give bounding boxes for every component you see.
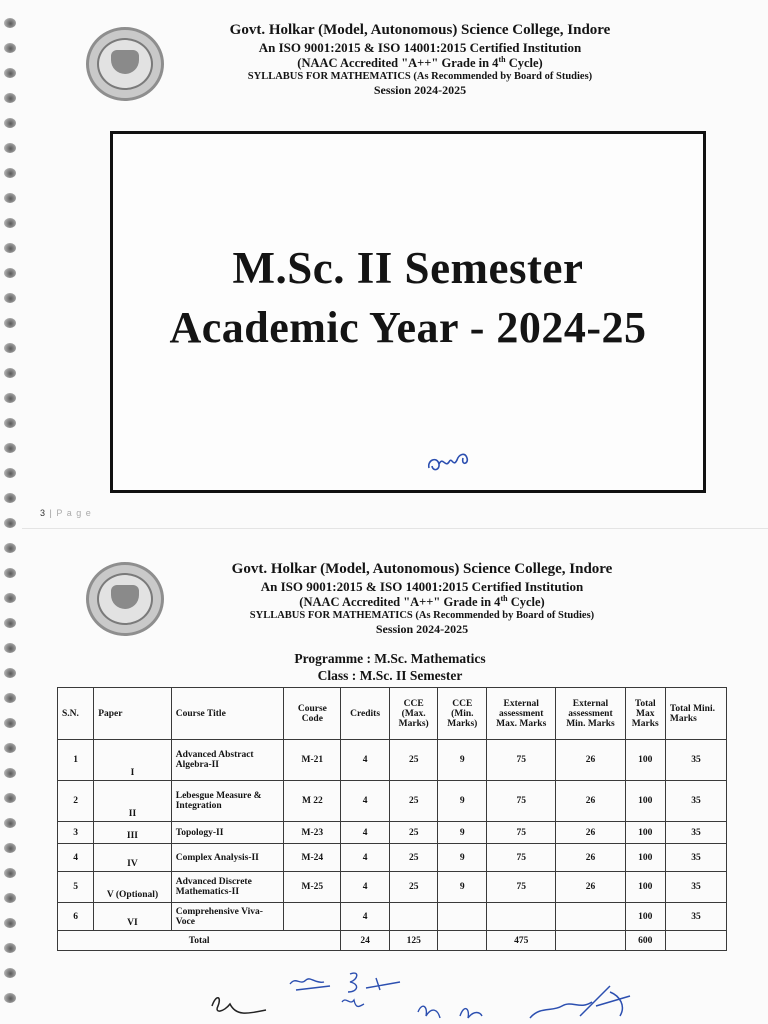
table-row bbox=[58, 903, 727, 931]
table-row bbox=[58, 740, 727, 781]
cell-cce-max: 25 bbox=[389, 740, 438, 781]
total-empty-cell bbox=[665, 931, 726, 951]
binding-hole bbox=[4, 718, 16, 728]
college-name: Govt. Holkar (Model, Autonomous) Science College, Indore bbox=[231, 561, 613, 577]
binding-hole bbox=[4, 918, 16, 928]
col-header-cce-min: CCE (Min. Marks) bbox=[438, 688, 487, 740]
cell-cce-min: 9 bbox=[438, 844, 487, 872]
cell-cce-max: 25 bbox=[389, 822, 438, 844]
page-header bbox=[190, 22, 650, 97]
class-label: Class : M.Sc. II Semester bbox=[317, 668, 463, 683]
total-empty-cell bbox=[556, 931, 625, 951]
binding-hole bbox=[4, 993, 16, 1003]
cell-cce-max: 25 bbox=[389, 844, 438, 872]
binding-hole bbox=[4, 368, 16, 378]
binding-hole bbox=[4, 68, 16, 78]
iso-line: An ISO 9001:2015 & ISO 14001:2015 Certified Institution bbox=[258, 39, 582, 55]
binding-hole bbox=[4, 268, 16, 278]
cell-paper: III bbox=[94, 822, 172, 844]
cell-sn: 6 bbox=[58, 903, 94, 931]
college-seal-logo bbox=[86, 27, 164, 101]
cell-ext-min: 26 bbox=[556, 872, 625, 903]
binding-hole bbox=[4, 218, 16, 228]
cell-paper: V (Optional) bbox=[94, 872, 172, 903]
binding-hole bbox=[4, 93, 16, 103]
cell-ext-min bbox=[556, 903, 625, 931]
total-credits: 24 bbox=[341, 931, 390, 951]
session-line: Session 2024-2025 bbox=[375, 622, 469, 637]
total-ext-max: 475 bbox=[487, 931, 556, 951]
binding-hole bbox=[4, 768, 16, 778]
binding-hole bbox=[4, 943, 16, 953]
cell-credits: 4 bbox=[341, 822, 390, 844]
binding-hole bbox=[4, 43, 16, 53]
binding-hole bbox=[4, 818, 16, 828]
cell-paper: VI bbox=[94, 903, 172, 931]
programme-label: Programme : M.Sc. Mathematics bbox=[294, 651, 486, 666]
naac-line: (NAAC Accredited "A++" Grade in 4th Cycle) bbox=[297, 55, 543, 71]
binding-hole bbox=[4, 168, 16, 178]
cell-credits: 4 bbox=[341, 872, 390, 903]
binding-hole bbox=[4, 418, 16, 428]
cover-title-box bbox=[110, 131, 706, 493]
cell-cce-min bbox=[438, 903, 487, 931]
binding-hole bbox=[4, 593, 16, 603]
cell-title: Comprehensive Viva-Voce bbox=[171, 903, 284, 931]
cell-total-min: 35 bbox=[665, 781, 726, 822]
col-header-code: Course Code bbox=[284, 688, 341, 740]
page-header bbox=[192, 561, 652, 636]
cell-code: M-23 bbox=[284, 822, 341, 844]
cell-ext-max bbox=[487, 903, 556, 931]
cell-credits: 4 bbox=[341, 781, 390, 822]
page-divider bbox=[22, 528, 768, 529]
binding-hole bbox=[4, 693, 16, 703]
cell-title: Topology-II bbox=[171, 822, 284, 844]
cell-code: M-21 bbox=[284, 740, 341, 781]
col-header-cce-max: CCE (Max. Marks) bbox=[389, 688, 438, 740]
cell-total-min: 35 bbox=[665, 740, 726, 781]
col-header-ext-max: External assessment Max. Marks bbox=[487, 688, 556, 740]
cell-credits: 4 bbox=[341, 844, 390, 872]
syllabus-line: SYLLABUS FOR MATHEMATICS (As Recommended by Board of Studies) bbox=[247, 70, 593, 82]
cell-ext-min: 26 bbox=[556, 844, 625, 872]
page-number: 3 | P a g e bbox=[40, 508, 92, 518]
binding-hole bbox=[4, 118, 16, 128]
cell-sn: 3 bbox=[58, 822, 94, 844]
cover-title-year: Academic Year - 2024-25 bbox=[169, 303, 647, 352]
binding-hole bbox=[4, 618, 16, 628]
cell-code: M-24 bbox=[284, 844, 341, 872]
cover-title-semester: M.Sc. II Semester bbox=[232, 243, 584, 293]
binding-hole bbox=[4, 743, 16, 753]
table-row bbox=[58, 822, 727, 844]
cell-total-max: 100 bbox=[625, 822, 665, 844]
cell-code: M 22 bbox=[284, 781, 341, 822]
cell-title: Lebesgue Measure & Integration bbox=[171, 781, 284, 822]
binding-hole bbox=[4, 643, 16, 653]
cell-cce-min: 9 bbox=[438, 822, 487, 844]
cell-code bbox=[284, 903, 341, 931]
binding-hole bbox=[4, 543, 16, 553]
col-header-title: Course Title bbox=[171, 688, 284, 740]
cell-ext-max: 75 bbox=[487, 872, 556, 903]
syllabus-line: SYLLABUS FOR MATHEMATICS (As Recommended by Board of Studies) bbox=[249, 609, 595, 621]
binding-hole bbox=[4, 468, 16, 478]
binding-hole bbox=[4, 968, 16, 978]
cell-paper: I bbox=[94, 740, 172, 781]
cell-total-min: 35 bbox=[665, 822, 726, 844]
blue-signature-1 bbox=[425, 446, 477, 476]
binding-hole bbox=[4, 868, 16, 878]
cell-paper: IV bbox=[94, 844, 172, 872]
cell-ext-min: 26 bbox=[556, 740, 625, 781]
college-seal-logo bbox=[86, 562, 164, 636]
cell-paper: II bbox=[94, 781, 172, 822]
cell-cce-min: 9 bbox=[438, 872, 487, 903]
binding-hole bbox=[4, 18, 16, 28]
cell-ext-max: 75 bbox=[487, 844, 556, 872]
table-total-row bbox=[58, 931, 727, 951]
cell-ext-max: 75 bbox=[487, 781, 556, 822]
cell-sn: 1 bbox=[58, 740, 94, 781]
cell-total-min: 35 bbox=[665, 872, 726, 903]
cell-cce-max: 25 bbox=[389, 781, 438, 822]
cell-total-min: 35 bbox=[665, 903, 726, 931]
col-header-total-max: Total Max Marks bbox=[625, 688, 665, 740]
cell-total-max: 100 bbox=[625, 781, 665, 822]
syllabus-table bbox=[57, 687, 727, 951]
cell-sn: 5 bbox=[58, 872, 94, 903]
table-row bbox=[58, 844, 727, 872]
cell-title: Advanced Discrete Mathematics-II bbox=[171, 872, 284, 903]
binding-hole bbox=[4, 243, 16, 253]
col-header-paper: Paper bbox=[94, 688, 172, 740]
cell-credits: 4 bbox=[341, 740, 390, 781]
total-total-max: 600 bbox=[625, 931, 665, 951]
binding-hole bbox=[4, 793, 16, 803]
binding-hole bbox=[4, 143, 16, 153]
naac-line: (NAAC Accredited "A++" Grade in 4th Cycle) bbox=[299, 594, 545, 610]
binding-hole bbox=[4, 843, 16, 853]
col-header-total-min: Total Mini. Marks bbox=[665, 688, 726, 740]
cell-cce-max: 25 bbox=[389, 872, 438, 903]
cell-ext-max: 75 bbox=[487, 822, 556, 844]
cell-cce-min: 9 bbox=[438, 740, 487, 781]
cell-ext-min: 26 bbox=[556, 781, 625, 822]
cell-total-max: 100 bbox=[625, 844, 665, 872]
cell-total-max: 100 bbox=[625, 740, 665, 781]
cell-title: Advanced Abstract Algebra-II bbox=[171, 740, 284, 781]
col-header-ext-min: External assessment Min. Marks bbox=[556, 688, 625, 740]
binding-hole bbox=[4, 393, 16, 403]
col-header-sn: S.N. bbox=[58, 688, 94, 740]
binding-hole bbox=[4, 193, 16, 203]
cell-code: M-25 bbox=[284, 872, 341, 903]
cell-sn: 2 bbox=[58, 781, 94, 822]
binding-hole bbox=[4, 443, 16, 453]
iso-line: An ISO 9001:2015 & ISO 14001:2015 Certified Institution bbox=[260, 578, 584, 594]
total-empty-cell bbox=[438, 931, 487, 951]
table-header-row bbox=[58, 688, 727, 740]
table-row bbox=[58, 872, 727, 903]
cell-total-min: 35 bbox=[665, 844, 726, 872]
cell-cce-min: 9 bbox=[438, 781, 487, 822]
total-cce-max: 125 bbox=[389, 931, 438, 951]
binding-holes bbox=[4, 18, 18, 1024]
cell-cce-max bbox=[389, 903, 438, 931]
cell-sn: 4 bbox=[58, 844, 94, 872]
cell-total-max: 100 bbox=[625, 903, 665, 931]
cell-credits: 4 bbox=[341, 903, 390, 931]
binding-hole bbox=[4, 318, 16, 328]
binding-hole bbox=[4, 568, 16, 578]
cell-title: Complex Analysis-II bbox=[171, 844, 284, 872]
binding-hole bbox=[4, 293, 16, 303]
cell-ext-max: 75 bbox=[487, 740, 556, 781]
total-label: Total bbox=[58, 931, 341, 951]
signatures bbox=[200, 966, 660, 1024]
session-line: Session 2024-2025 bbox=[373, 83, 467, 98]
binding-hole bbox=[4, 518, 16, 528]
binding-hole bbox=[4, 343, 16, 353]
binding-hole bbox=[4, 493, 16, 503]
binding-hole bbox=[4, 668, 16, 678]
table-row bbox=[58, 781, 727, 822]
cell-ext-min: 26 bbox=[556, 822, 625, 844]
college-name: Govt. Holkar (Model, Autonomous) Science College, Indore bbox=[229, 22, 611, 38]
binding-hole bbox=[4, 893, 16, 903]
col-header-credits: Credits bbox=[341, 688, 390, 740]
cell-total-max: 100 bbox=[625, 872, 665, 903]
